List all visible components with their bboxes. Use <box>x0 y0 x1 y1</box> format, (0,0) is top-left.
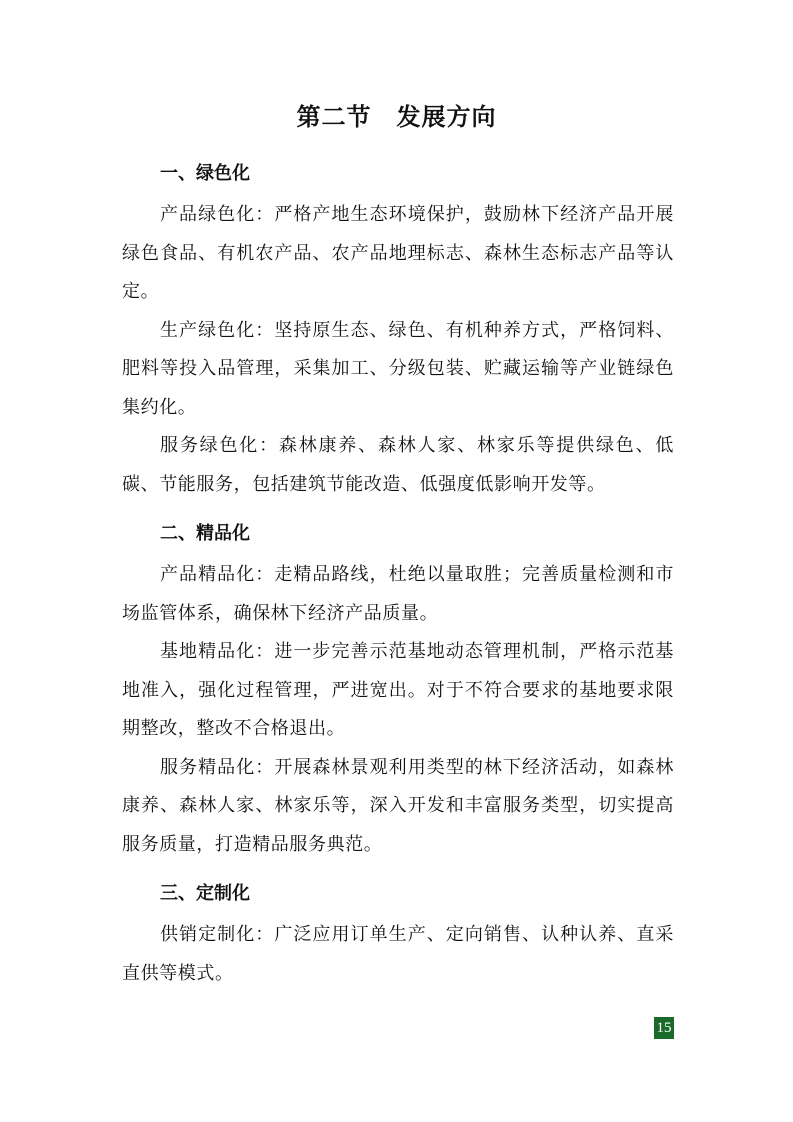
paragraph: 产品绿色化：严格产地生态环境保护，鼓励林下经济产品开展绿色食品、有机农产品、农产品地理标志、森林生态标志产品等认定。 <box>122 204 674 302</box>
section-quality <box>122 516 674 864</box>
page-number: 15 <box>654 1017 674 1039</box>
page-title: 第二节 发展方向 <box>296 102 497 131</box>
section-custom <box>122 876 674 993</box>
paragraph: 服务绿色化：森林康养、森林人家、林家乐等提供绿色、低碳、节能服务，包括建筑节能改造、低强度低影响开发等。 <box>122 435 674 495</box>
section-green <box>122 156 674 504</box>
paragraph: 供销定制化：广泛应用订单生产、定向销售、认种认养、直采直供等模式。 <box>122 924 674 984</box>
paragraph: 产品精品化：走精品路线，杜绝以量取胜；完善质量检测和市场监管体系，确保林下经济产品质量。 <box>122 564 674 624</box>
document-body <box>122 156 674 1005</box>
section-heading: 一、绿色化 <box>160 163 250 184</box>
section-heading: 二、精品化 <box>160 523 250 544</box>
paragraph: 生产绿色化：坚持原生态、绿色、有机种养方式，严格饲料、肥料等投入品管理，采集加工、分级包装、贮藏运输等产业链绿色集约化。 <box>122 319 674 418</box>
paragraph: 基地精品化：进一步完善示范基地动态管理机制，严格示范基地准入，强化过程管理，严进宽出。对于不符合要求的基地要求限期整改，整改不合格退出。 <box>122 641 674 739</box>
section-heading: 三、定制化 <box>160 883 250 904</box>
paragraph: 服务精品化：开展森林景观利用类型的林下经济活动，如森林康养、森林人家、林家乐等，深入开发和丰富服务类型，切实提高服务质量，打造精品服务典范。 <box>122 756 674 855</box>
